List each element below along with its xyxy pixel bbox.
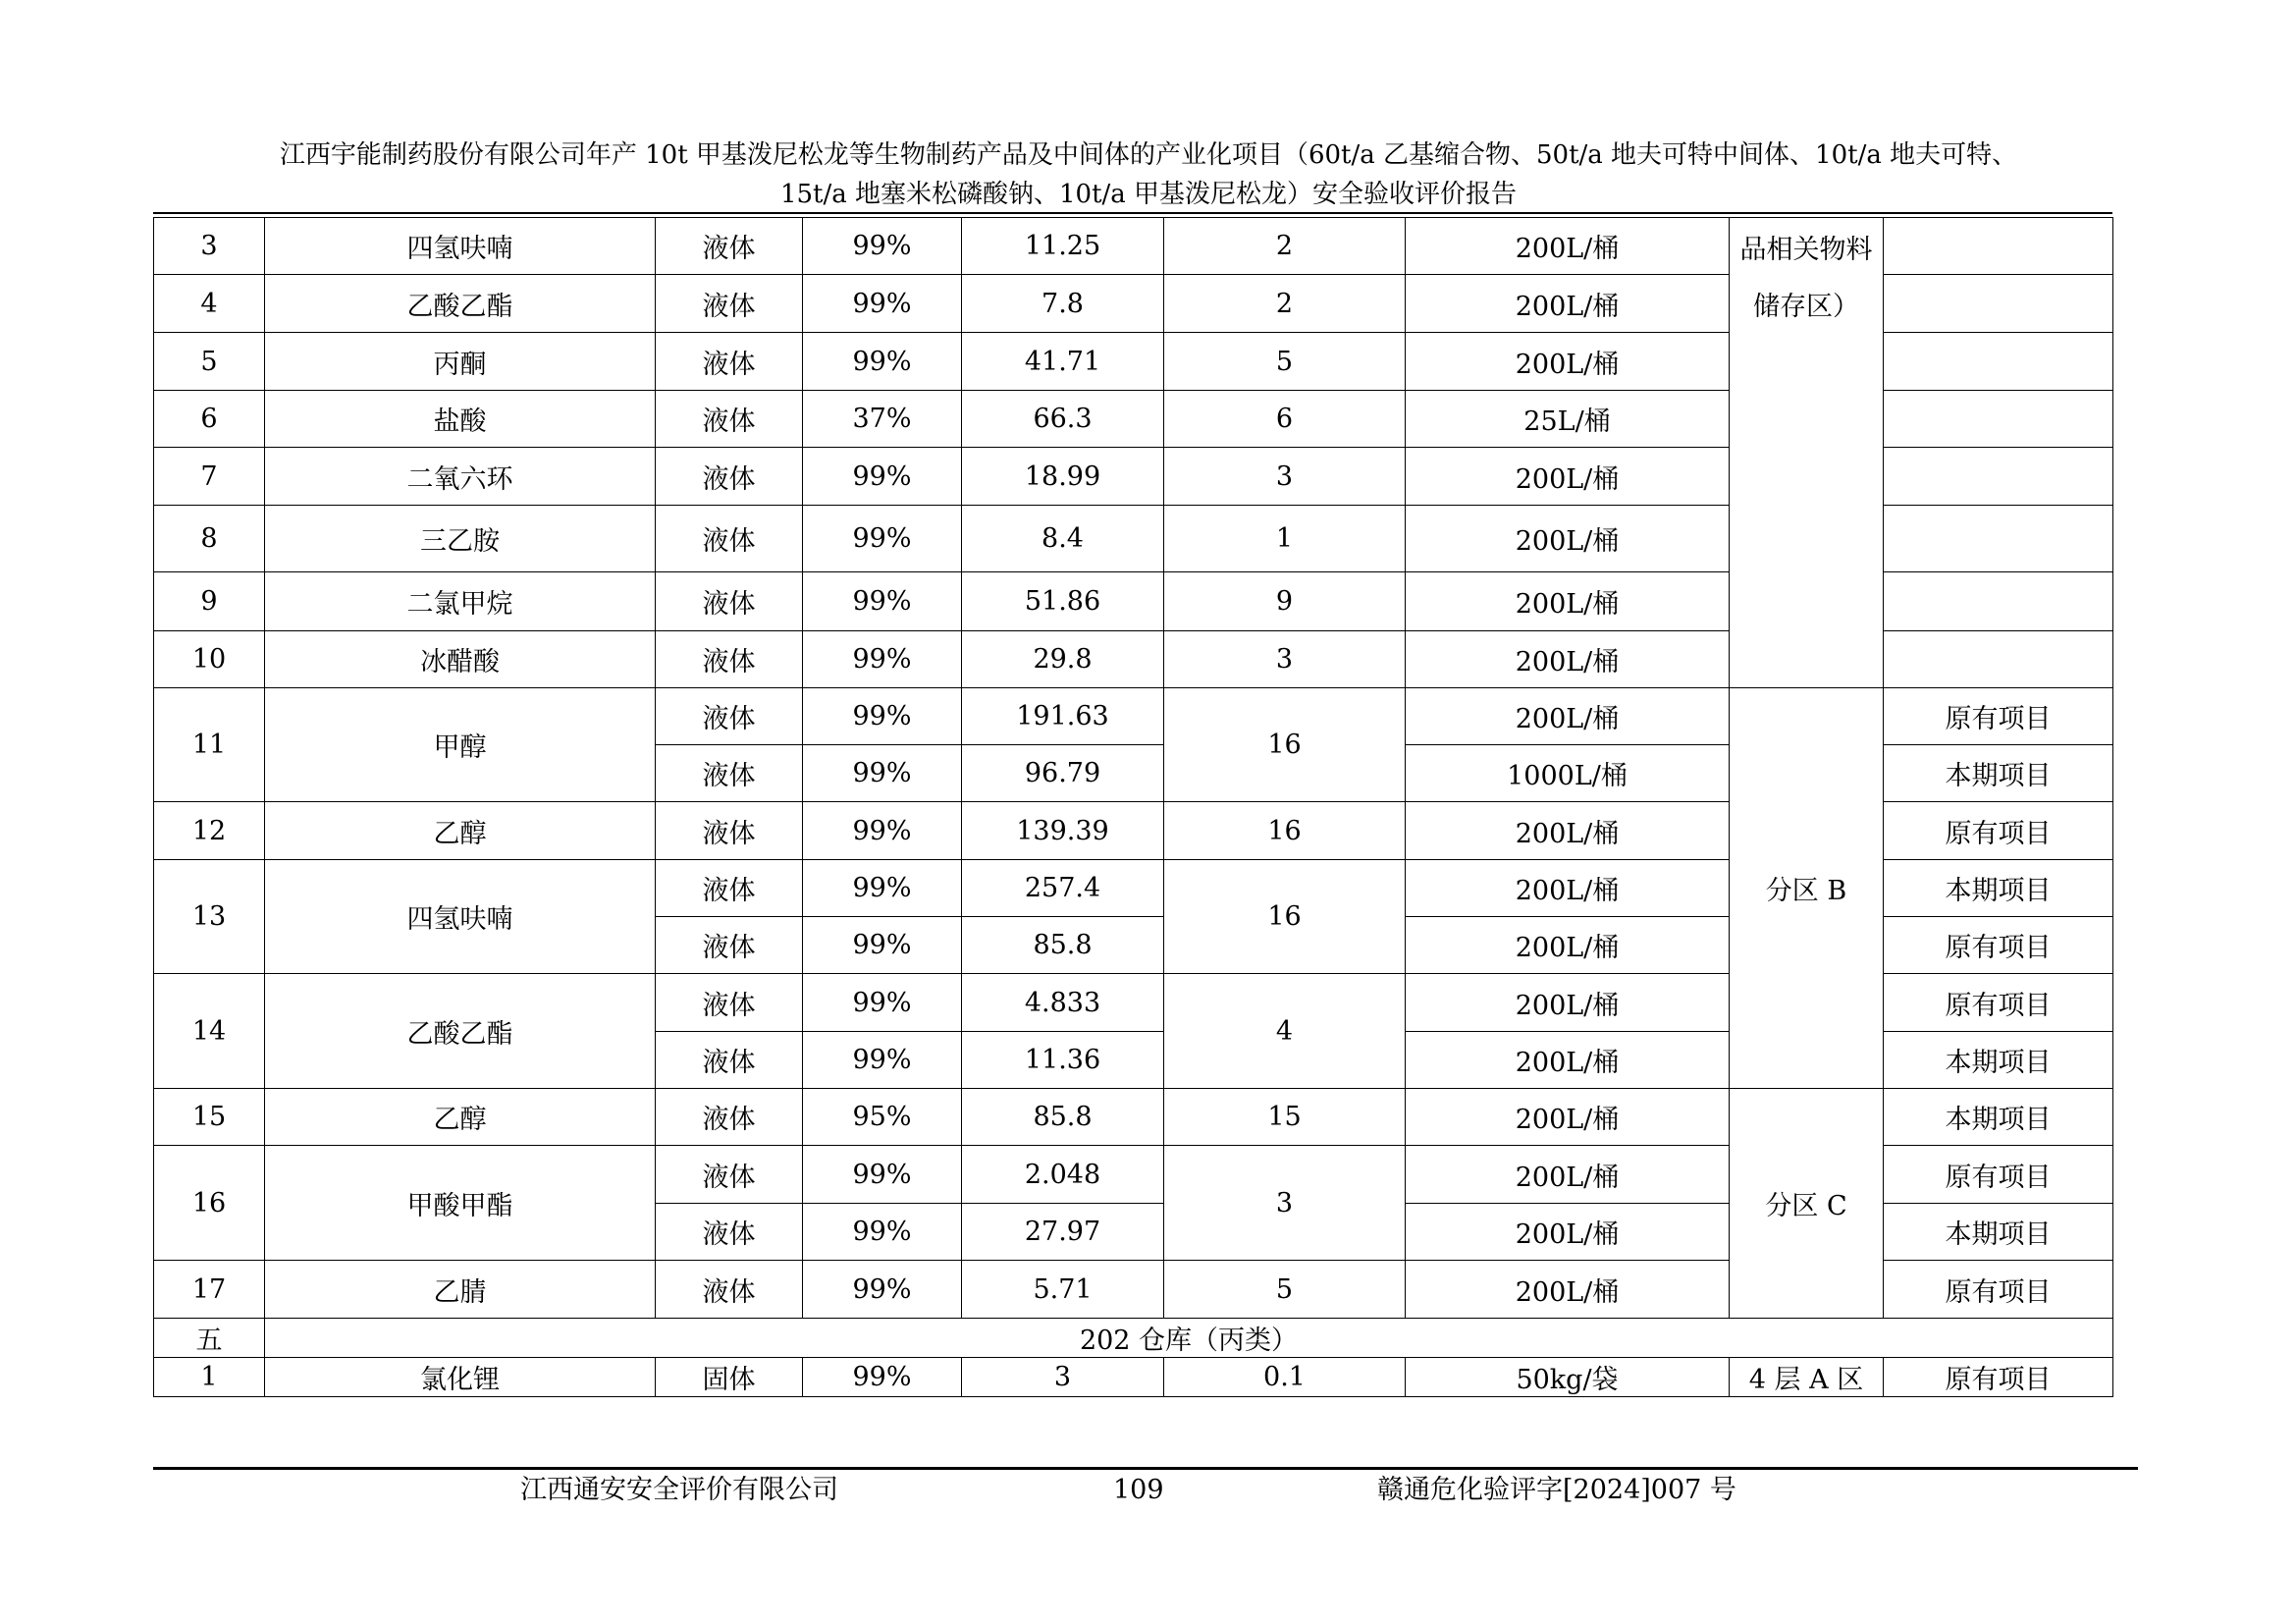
purity-cell: 99% xyxy=(803,333,962,391)
remark-cell: 原有项目 xyxy=(1884,688,2113,745)
remark-cell xyxy=(1884,333,2113,391)
max-storage-cell: 5 xyxy=(1164,333,1406,391)
physical-state-cell: 液体 xyxy=(656,688,803,745)
serial-number-cell: 1 xyxy=(154,1358,265,1397)
packaging-cell: 200L/桶 xyxy=(1406,448,1730,506)
purity-cell: 99% xyxy=(803,506,962,572)
packaging-cell: 200L/桶 xyxy=(1406,1261,1730,1319)
amount-cell: 11.36 xyxy=(962,1032,1164,1089)
remark-cell: 原有项目 xyxy=(1884,974,2113,1032)
amount-cell: 3 xyxy=(962,1358,1164,1397)
packaging-cell: 1000L/桶 xyxy=(1406,745,1730,802)
header-title-line-2: 15t/a 地塞米松磷酸钠、10t/a 甲基泼尼松龙）安全验收评价报告 xyxy=(779,180,1518,209)
purity-cell: 99% xyxy=(803,448,962,506)
remark-cell: 原有项目 xyxy=(1884,1358,2113,1397)
packaging-cell: 200L/桶 xyxy=(1406,1089,1730,1146)
serial-number-cell: 15 xyxy=(154,1089,265,1146)
amount-cell: 27.97 xyxy=(962,1204,1164,1261)
max-storage-cell: 3 xyxy=(1164,448,1406,506)
substance-name-cell: 二氯甲烷 xyxy=(265,572,656,631)
remark-cell: 原有项目 xyxy=(1884,802,2113,860)
chemical-storage-table xyxy=(153,217,2113,1397)
header-divider xyxy=(153,212,2112,214)
remark-cell: 本期项目 xyxy=(1884,1204,2113,1261)
packaging-cell: 200L/桶 xyxy=(1406,1204,1730,1261)
substance-name-cell: 四氢呋喃 xyxy=(265,218,656,275)
footer-document-number: 赣通危化验评字[2024]007 号 xyxy=(1377,1475,1736,1505)
purity-cell: 99% xyxy=(803,917,962,974)
serial-number-cell: 13 xyxy=(154,860,265,974)
serial-number-cell: 9 xyxy=(154,572,265,631)
amount-cell: 7.8 xyxy=(962,275,1164,333)
amount-cell: 139.39 xyxy=(962,802,1164,860)
packaging-cell: 200L/桶 xyxy=(1406,1032,1730,1089)
purity-cell: 99% xyxy=(803,1358,962,1397)
max-storage-cell: 0.1 xyxy=(1164,1358,1406,1397)
substance-name-cell: 甲醇 xyxy=(265,688,656,802)
storage-area-cell: 品相关物料储存区） xyxy=(1730,218,1884,688)
max-storage-cell: 3 xyxy=(1164,1146,1406,1261)
amount-cell: 2.048 xyxy=(962,1146,1164,1204)
substance-name-cell: 三乙胺 xyxy=(265,506,656,572)
physical-state-cell: 液体 xyxy=(656,1089,803,1146)
packaging-cell: 25L/桶 xyxy=(1406,391,1730,448)
amount-cell: 85.8 xyxy=(962,917,1164,974)
substance-name-cell: 乙醇 xyxy=(265,802,656,860)
max-storage-cell: 16 xyxy=(1164,802,1406,860)
remark-cell xyxy=(1884,391,2113,448)
remark-cell xyxy=(1884,275,2113,333)
purity-cell: 99% xyxy=(803,745,962,802)
max-storage-cell: 3 xyxy=(1164,631,1406,688)
remark-cell: 本期项目 xyxy=(1884,1032,2113,1089)
serial-number-cell: 3 xyxy=(154,218,265,275)
max-storage-cell: 5 xyxy=(1164,1261,1406,1319)
physical-state-cell: 液体 xyxy=(656,506,803,572)
packaging-cell: 200L/桶 xyxy=(1406,802,1730,860)
packaging-cell: 200L/桶 xyxy=(1406,333,1730,391)
amount-cell: 5.71 xyxy=(962,1261,1164,1319)
physical-state-cell: 液体 xyxy=(656,333,803,391)
amount-cell: 257.4 xyxy=(962,860,1164,917)
table-row xyxy=(154,688,2113,745)
purity-cell: 99% xyxy=(803,688,962,745)
physical-state-cell: 液体 xyxy=(656,631,803,688)
serial-number-cell: 7 xyxy=(154,448,265,506)
physical-state-cell: 液体 xyxy=(656,974,803,1032)
substance-name-cell: 盐酸 xyxy=(265,391,656,448)
physical-state-cell: 液体 xyxy=(656,860,803,917)
remark-cell xyxy=(1884,218,2113,275)
remark-cell xyxy=(1884,506,2113,572)
serial-number-cell: 11 xyxy=(154,688,265,802)
serial-number-cell: 10 xyxy=(154,631,265,688)
amount-cell: 85.8 xyxy=(962,1089,1164,1146)
serial-number-cell: 16 xyxy=(154,1146,265,1261)
purity-cell: 99% xyxy=(803,860,962,917)
serial-number-cell: 12 xyxy=(154,802,265,860)
packaging-cell: 200L/桶 xyxy=(1406,688,1730,745)
remark-cell: 本期项目 xyxy=(1884,860,2113,917)
remark-cell xyxy=(1884,572,2113,631)
physical-state-cell: 液体 xyxy=(656,1261,803,1319)
remark-cell: 本期项目 xyxy=(1884,745,2113,802)
packaging-cell: 200L/桶 xyxy=(1406,572,1730,631)
max-storage-cell: 4 xyxy=(1164,974,1406,1089)
purity-cell: 95% xyxy=(803,1089,962,1146)
page-number: 109 xyxy=(1113,1475,1164,1505)
max-storage-cell: 1 xyxy=(1164,506,1406,572)
substance-name-cell: 氯化锂 xyxy=(265,1358,656,1397)
packaging-cell: 200L/桶 xyxy=(1406,860,1730,917)
substance-name-cell: 冰醋酸 xyxy=(265,631,656,688)
purity-cell: 99% xyxy=(803,572,962,631)
purity-cell: 99% xyxy=(803,802,962,860)
physical-state-cell: 液体 xyxy=(656,572,803,631)
amount-cell: 8.4 xyxy=(962,506,1164,572)
purity-cell: 99% xyxy=(803,275,962,333)
amount-cell: 41.71 xyxy=(962,333,1164,391)
substance-name-cell: 甲酸甲酯 xyxy=(265,1146,656,1261)
amount-cell: 11.25 xyxy=(962,218,1164,275)
substance-name-cell: 二氧六环 xyxy=(265,448,656,506)
max-storage-cell: 9 xyxy=(1164,572,1406,631)
header-title-line-1: 江西宇能制药股份有限公司年产 10t 甲基泼尼松龙等生物制药产品及中间体的产业化项目（60t/a 乙基缩合物、50t/a 地夫可特中间体、10t/a 地夫可特、 xyxy=(279,140,2018,170)
purity-cell: 99% xyxy=(803,1261,962,1319)
max-storage-cell: 2 xyxy=(1164,275,1406,333)
purity-cell: 99% xyxy=(803,218,962,275)
amount-cell: 66.3 xyxy=(962,391,1164,448)
physical-state-cell: 液体 xyxy=(656,917,803,974)
serial-number-cell: 6 xyxy=(154,391,265,448)
document-header xyxy=(157,135,2140,214)
purity-cell: 99% xyxy=(803,974,962,1032)
max-storage-cell: 16 xyxy=(1164,688,1406,802)
storage-area-cell: 分区 C xyxy=(1730,1089,1884,1319)
substance-name-cell: 四氢呋喃 xyxy=(265,860,656,974)
amount-cell: 4.833 xyxy=(962,974,1164,1032)
physical-state-cell: 液体 xyxy=(656,275,803,333)
packaging-cell: 200L/桶 xyxy=(1406,506,1730,572)
substance-name-cell: 丙酮 xyxy=(265,333,656,391)
serial-number-cell: 5 xyxy=(154,333,265,391)
substance-name-cell: 乙腈 xyxy=(265,1261,656,1319)
remark-cell: 本期项目 xyxy=(1884,1089,2113,1146)
physical-state-cell: 液体 xyxy=(656,745,803,802)
remark-cell: 原有项目 xyxy=(1884,1146,2113,1204)
table-row xyxy=(154,218,2113,275)
physical-state-cell: 液体 xyxy=(656,218,803,275)
physical-state-cell: 液体 xyxy=(656,1146,803,1204)
max-storage-cell: 2 xyxy=(1164,218,1406,275)
packaging-cell: 200L/桶 xyxy=(1406,1146,1730,1204)
remark-cell: 原有项目 xyxy=(1884,917,2113,974)
remark-cell xyxy=(1884,448,2113,506)
packaging-cell: 200L/桶 xyxy=(1406,275,1730,333)
purity-cell: 99% xyxy=(803,1032,962,1089)
substance-name-cell: 乙酸乙酯 xyxy=(265,275,656,333)
substance-name-cell: 乙酸乙酯 xyxy=(265,974,656,1089)
physical-state-cell: 液体 xyxy=(656,391,803,448)
packaging-cell: 50kg/袋 xyxy=(1406,1358,1730,1397)
physical-state-cell: 液体 xyxy=(656,1204,803,1261)
storage-area-cell: 分区 B xyxy=(1730,688,1884,1089)
max-storage-cell: 6 xyxy=(1164,391,1406,448)
serial-number-cell: 14 xyxy=(154,974,265,1089)
packaging-cell: 200L/桶 xyxy=(1406,631,1730,688)
substance-name-cell: 乙醇 xyxy=(265,1089,656,1146)
amount-cell: 96.79 xyxy=(962,745,1164,802)
amount-cell: 29.8 xyxy=(962,631,1164,688)
purity-cell: 99% xyxy=(803,1146,962,1204)
remark-cell: 原有项目 xyxy=(1884,1261,2113,1319)
table-row xyxy=(154,1089,2113,1146)
storage-area-cell: 4 层 A 区 xyxy=(1730,1358,1884,1397)
physical-state-cell: 固体 xyxy=(656,1358,803,1397)
packaging-cell: 200L/桶 xyxy=(1406,917,1730,974)
serial-number-cell: 8 xyxy=(154,506,265,572)
packaging-cell: 200L/桶 xyxy=(1406,974,1730,1032)
section-title-cell: 202 仓库（丙类） xyxy=(265,1319,2113,1358)
amount-cell: 51.86 xyxy=(962,572,1164,631)
serial-number-cell: 17 xyxy=(154,1261,265,1319)
physical-state-cell: 液体 xyxy=(656,802,803,860)
amount-cell: 191.63 xyxy=(962,688,1164,745)
table-row xyxy=(154,1358,2113,1397)
remark-cell xyxy=(1884,631,2113,688)
purity-cell: 99% xyxy=(803,631,962,688)
physical-state-cell: 液体 xyxy=(656,1032,803,1089)
serial-number-cell: 4 xyxy=(154,275,265,333)
max-storage-cell: 16 xyxy=(1164,860,1406,974)
footer-company: 江西通安安全评价有限公司 xyxy=(520,1475,838,1505)
purity-cell: 99% xyxy=(803,1204,962,1261)
max-storage-cell: 15 xyxy=(1164,1089,1406,1146)
purity-cell: 37% xyxy=(803,391,962,448)
physical-state-cell: 液体 xyxy=(656,448,803,506)
amount-cell: 18.99 xyxy=(962,448,1164,506)
footer-divider xyxy=(153,1467,2138,1470)
packaging-cell: 200L/桶 xyxy=(1406,218,1730,275)
table-row xyxy=(154,1319,2113,1358)
section-number-cell: 五 xyxy=(154,1319,265,1358)
